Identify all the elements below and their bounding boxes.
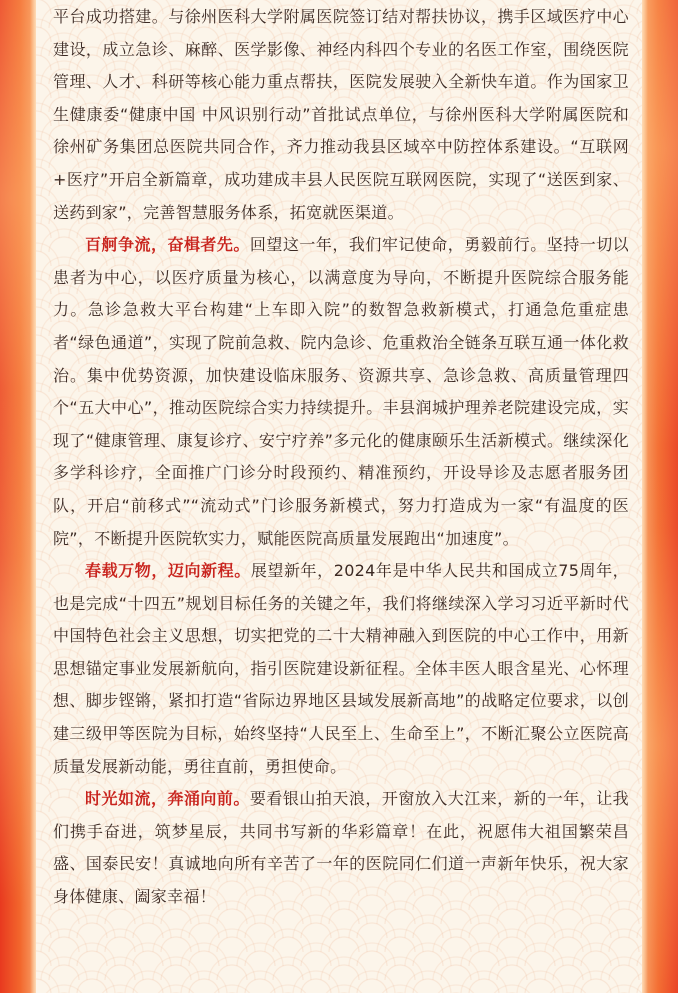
paragraph-4: [53, 783, 629, 913]
decorative-border-right: [642, 0, 678, 993]
decorative-border-left: [0, 0, 36, 993]
paragraph-3: [53, 555, 629, 783]
paragraph-4-text: 要看银山拍天浪，开窗放入大江来，新的一年，让我们携手奋进，筑梦星辰，共同书写新的华彩篇章！在此，祝愿伟大祖国繁荣昌盛、国泰民安！真诚地向所有辛苦了一年的医院同仁们道一声新年快乐，祝大家身体健康、阖家幸福！: [53, 789, 629, 907]
article-paper: [36, 0, 642, 993]
paragraph-4-lead: 时光如流，奔涌向前。: [85, 789, 250, 809]
paragraph-2: [53, 229, 629, 555]
paragraph-2-text: 回望这一年，我们牢记使命，勇毅前行。坚持一切以患者为中心，以医疗质量为核心，以满意度为导向，不断提升医院综合服务能力。急诊急救大平台构建“上车即入院”的数智急救新模式，打通急危重症患者“绿色通道”，实现了院前急救、院内急诊、危重救治全链条互联互通一体化救治。集中优势资源，加快建设临床服务、资源共享、急诊急救、高质量管理四个“五大中心”，推动医院综合实力持续提升。丰县润城护理养老院建设完成，实现了“健康管理、康复诊疗、安宁疗养”多元化的健康颐乐生活新模式。继续深化多学科诊疗，全面推广门诊分时段预约、精准预约，开设导诊及志愿者服务团队，开启“前移式”“流动式”门诊服务新模式，努力打造成为一家“有温度的医院”，不断提升医院软实力，赋能医院高质量发展跑出“加速度”。: [53, 235, 629, 548]
paragraph-3-text: 展望新年，2024年是中华人民共和国成立75周年，也是完成“十四五”规划目标任务的关键之年，我们将继续深入学习习近平新时代中国特色社会主义思想，切实把党的二十大精神融入到医院的中心工作中，用新思想锚定事业发展新航向，指引医院建设新征程。全体丰医人眼含星光、心怀理想、脚步铿锵，紧扣打造“省际边界地区县域发展新高地”的战略定位要求，以创建三级甲等医院为目标，始终坚持“人民至上、生命至上”，不断汇聚公立医院高质量发展新动能，勇往直前，勇担使命。: [53, 561, 629, 776]
paragraph-2-lead: 百舸争流，奋楫者先。: [85, 235, 250, 255]
article-body: [53, 0, 629, 914]
paragraph-1: [53, 1, 629, 229]
paragraph-1-text: 平台成功搭建。与徐州医科大学附属医院签订结对帮扶协议，携手区域医疗中心建设，成立急诊、麻醉、医学影像、神经内科四个专业的名医工作室，围绕医院管理、人才、科研等核心能力重点帮扶，医院发展驶入全新快车道。作为国家卫生健康委“健康中国 中风识别行动”首批试点单位，与徐州医科大学附属医院和徐州矿务集团总医院共同合作，齐力推动我县区域卒中防控体系建设。“互联网+医疗”开启全新篇章，成功建成丰县人民医院互联网医院，实现了“送医到家、送药到家”，完善智慧服务体系，拓宽就医渠道。: [53, 7, 629, 222]
paragraph-3-lead: 春载万物，迈向新程。: [85, 561, 251, 581]
